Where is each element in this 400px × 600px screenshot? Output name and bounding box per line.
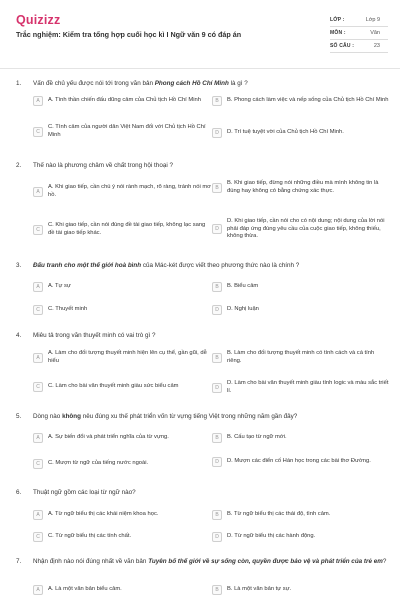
answer-option-b[interactable] — [212, 96, 390, 106]
question-emphasis: không — [62, 413, 81, 420]
worksheet-header — [0, 0, 400, 62]
question-text — [33, 162, 388, 171]
quizizz-logo: Quizizz — [16, 13, 61, 27]
worksheet-meta — [330, 14, 388, 53]
option-letter-box: B — [212, 282, 222, 292]
option-letter-box: B — [212, 183, 222, 193]
option-text: D. Từ ngữ biểu thị các hành động. — [227, 533, 316, 540]
option-text: B. Làm cho đối tượng thuyết minh có tính cách và cá tính riêng. — [227, 350, 375, 364]
question-emphasis: Tuyên bố thế giới về sự sống còn, quyền được bảo vệ và phát triển của trẻ em — [148, 558, 383, 565]
option-text: C. Tình cảm của người dân Việt Nam đối với Chủ tịch Hồ Chí Minh — [48, 124, 206, 138]
answer-option-a[interactable] — [33, 433, 213, 443]
option-text: D. Làm cho bài văn thuyết minh giàu tính logic và màu sắc triết lí. — [227, 380, 389, 394]
option-text: A. Là một văn bản biểu cảm. — [48, 586, 122, 593]
option-text: A. Tình thần chiến đấu dũng cảm của Chủ tịch Hồ Chí Minh — [48, 97, 201, 104]
option-letter-box: C — [33, 382, 43, 392]
option-text: B. Biểu cảm — [227, 283, 259, 290]
option-letter-box: A — [33, 282, 43, 292]
meta-subject — [330, 27, 388, 40]
question-number: 2. — [16, 162, 22, 169]
option-letter-box: B — [212, 433, 222, 443]
option-text: C. Từ ngữ biểu thị các tính chất. — [48, 533, 132, 540]
option-letter-box: C — [33, 532, 43, 542]
meta-question-count — [330, 40, 388, 53]
option-text: D. Khi giao tiếp, cần nói cho có nội dung; nội dung của lời nói phải đáp ứng đúng yêu cầu của cuộc giao tiếp, không thiếu, không thừa. — [227, 218, 385, 240]
answer-option-a[interactable] — [33, 510, 213, 520]
answer-option-b[interactable] — [212, 282, 390, 292]
answer-option-c[interactable] — [33, 305, 213, 315]
option-letter-box: C — [33, 305, 43, 315]
question-text — [33, 489, 388, 498]
option-letter-box: C — [33, 459, 43, 469]
option-text: B. Phong cách làm việc và nếp sống của Chủ tịch Hồ Chí Minh — [227, 97, 389, 104]
question-text — [33, 332, 388, 341]
answer-option-b[interactable] — [212, 433, 390, 443]
question-text-part: Vấn đề chủ yếu được nói tới trong văn bản — [33, 80, 155, 87]
option-letter-box: A — [33, 96, 43, 106]
question-emphasis: Phong cách Hồ Chí Minh — [154, 80, 229, 87]
answer-option-d[interactable] — [212, 128, 390, 138]
option-letter-box: B — [212, 510, 222, 520]
answer-option-c[interactable] — [33, 124, 213, 139]
answer-option-a[interactable] — [33, 282, 213, 292]
option-text: C. Làm cho bài văn thuyết minh giàu sức biểu cảm — [48, 383, 179, 390]
option-letter-box: C — [33, 127, 43, 137]
meta-value: Lớp 9 — [365, 17, 380, 23]
worksheet-title: Trắc nghiệm: Kiểm tra tổng hợp cuối học kì I Ngữ văn 9 có đáp án — [16, 30, 242, 39]
option-text: D. Mượn các điển cố Hán học trong các bài thơ Đường. — [227, 458, 371, 465]
option-letter-box: D — [212, 457, 222, 467]
answer-option-d[interactable] — [212, 305, 390, 315]
answer-option-c[interactable] — [33, 222, 213, 237]
question-text-part: nêu đúng xu thế phát triển vốn từ vựng tiếng Việt trong những năm gần đây? — [80, 413, 298, 420]
question-text-part: của Mác-két được viết theo phương thức nào là chính ? — [141, 262, 300, 269]
option-letter-box: D — [212, 532, 222, 542]
question-text-part: là gì ? — [228, 80, 248, 87]
answer-option-c[interactable] — [33, 532, 213, 542]
question-number: 7. — [16, 558, 22, 565]
option-text: B. Từ ngữ biểu thị các thái độ, tình cảm. — [227, 511, 331, 518]
option-letter-box: D — [212, 305, 222, 315]
option-text: D. Trí tuệ tuyệt vời của Chủ tịch Hồ Chí Minh. — [227, 129, 344, 136]
option-letter-box: A — [33, 585, 43, 595]
answer-option-d[interactable] — [212, 218, 390, 241]
question-emphasis: Đấu tranh cho một thế giới hoà bình — [33, 262, 142, 269]
meta-label: LỚP : — [330, 17, 345, 23]
option-text: A. Từ ngữ biểu thị các khái niệm khoa học. — [48, 511, 159, 518]
answer-option-d[interactable] — [212, 380, 390, 395]
option-letter-box: B — [212, 96, 222, 106]
option-text: B. Cấu tạo từ ngữ mới. — [227, 434, 287, 441]
option-text: A. Sự biến đổi và phát triển nghĩa của từ vựng. — [48, 434, 169, 441]
option-letter-box: C — [33, 225, 43, 235]
option-letter-box: A — [33, 353, 43, 363]
option-text: B. Khi giao tiếp, đừng nói những điều mà mình không tin là đúng hay không có bằng chứng xác thực. — [227, 180, 379, 194]
answer-option-a[interactable] — [33, 585, 213, 595]
answer-option-c[interactable] — [33, 382, 213, 392]
answer-option-d[interactable] — [212, 457, 390, 467]
option-letter-box: A — [33, 187, 43, 197]
question-text-part: Miêu tả trong văn thuyết minh có vai trò gì ? — [33, 332, 156, 339]
answer-option-d[interactable] — [212, 532, 390, 542]
option-letter-box: A — [33, 510, 43, 520]
answer-option-a[interactable] — [33, 184, 213, 199]
question-text — [33, 413, 388, 422]
answer-option-b[interactable] — [212, 180, 390, 195]
option-text: C. Thuyết minh — [48, 306, 88, 313]
question-text-part: Thế nào là phương châm về chất trong hội thoại ? — [33, 162, 173, 169]
option-letter-box: D — [212, 383, 222, 393]
question-text-part: Dòng nào — [33, 413, 63, 420]
question-number: 1. — [16, 80, 22, 87]
option-text: D. Nghị luận — [227, 306, 259, 313]
option-letter-box: D — [212, 128, 222, 138]
question-text — [33, 80, 388, 89]
answer-option-c[interactable] — [33, 459, 213, 469]
answer-option-a[interactable] — [33, 350, 213, 365]
option-letter-box: B — [212, 353, 222, 363]
question-number: 5. — [16, 413, 22, 420]
option-letter-box: D — [212, 224, 222, 234]
option-text: A. Khi giao tiếp, cần chú ý nói rành mạch, rõ ràng, tránh nói mơ hồ. — [48, 184, 211, 198]
question-number: 6. — [16, 489, 22, 496]
question-number: 3. — [16, 262, 22, 269]
meta-label: MÔN : — [330, 30, 346, 36]
header-divider — [0, 68, 400, 69]
question-number: 4. — [16, 332, 22, 339]
option-text: A. Tự sự — [48, 283, 71, 290]
question-text-part: Thuật ngữ gồm các loại từ ngữ nào? — [33, 489, 136, 496]
question-text-part: ? — [382, 558, 387, 565]
option-text: A. Làm cho đối tượng thuyết minh hiện lên cụ thể, gần gũi, dễ hiểu — [48, 350, 207, 364]
question-text-part: Nhận định nào nói đúng nhất về văn bản — [33, 558, 149, 565]
answer-option-b[interactable] — [212, 510, 390, 520]
answer-option-b[interactable] — [212, 350, 390, 365]
answer-option-b[interactable] — [212, 585, 390, 595]
option-letter-box: B — [212, 585, 222, 595]
meta-grade — [330, 14, 388, 27]
question-text — [33, 262, 388, 271]
meta-value: Văn — [370, 30, 380, 36]
meta-value: 23 — [373, 43, 380, 49]
option-text: C. Khi giao tiếp, cần nói đúng đề tài giao tiếp, không lạc sang đề tài giao tiếp khác. — [48, 222, 206, 236]
option-letter-box: A — [33, 433, 43, 443]
option-text: B. Là một văn bản tự sự. — [227, 586, 292, 593]
question-text — [33, 558, 388, 567]
option-text: C. Mượn từ ngữ của tiếng nước ngoài. — [48, 460, 149, 467]
answer-option-a[interactable] — [33, 96, 213, 106]
meta-label: SỐ CÂU : — [330, 43, 355, 49]
